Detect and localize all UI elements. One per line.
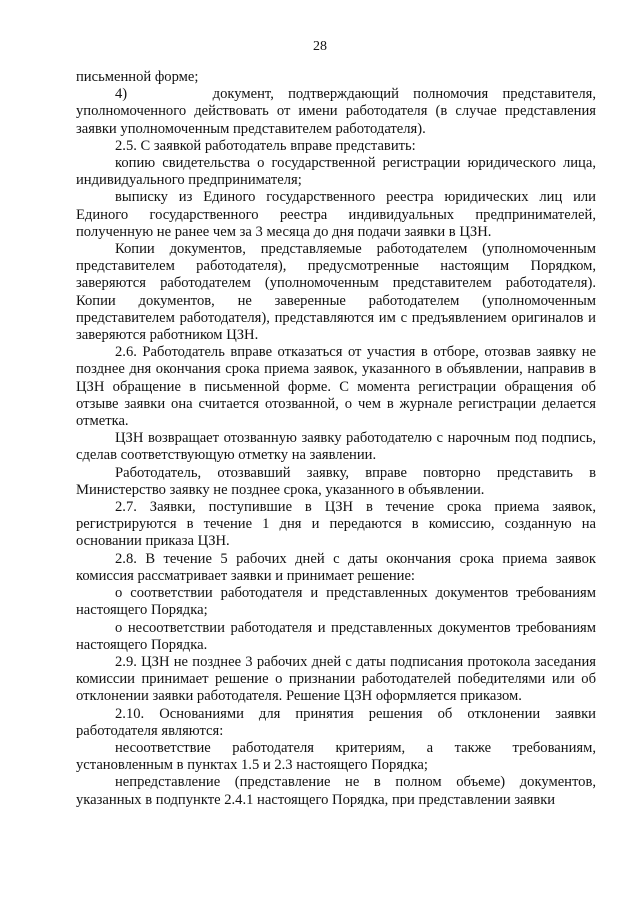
paragraph-4: выписку из Единого государственного реестра юридических лиц или Единого государственного реестра индивидуальных предпринимателей, полученную не ранее чем за 3 месяца до дня подачи заявки в ЦЗН. (76, 189, 596, 240)
paragraph-2: 2.5. С заявкой работодатель вправе представить: (115, 137, 416, 154)
page-number: 28 (313, 39, 327, 54)
paragraph-8: Работодатель, отозвавший заявку, вправе повторно представить в Министерство заявку не позднее срока, указанного в объявлении. (76, 464, 596, 498)
paragraph-15: несоответствие работодателя критериям, а также требованиям, установленным в пунктах 1.5 и 2.3 настоящего Порядка; (76, 739, 596, 774)
paragraph-11: о соответствии работодателя и представленных документов требованиям настоящего Порядка; (76, 585, 596, 619)
paragraph-14: 2.10. Основаниями для принятия решения об отклонении заявки работодателя являются: (76, 705, 596, 739)
document-body (76, 69, 596, 809)
paragraph-9: 2.7. Заявки, поступившие в ЦЗН в течение срока приема заявок, регистрируются в течение 1 дня и передаются в комиссию, созданную на основании приказа ЦЗН. (76, 499, 596, 550)
paragraph-3: копию свидетельства о государственной регистрации юридического лица, индивидуального предпринимателя; (76, 155, 596, 189)
paragraph-1: 4) документ, подтверждающий полномочия представителя, уполномоченного действовать от имени работодателя (в случае представления заявки уполномоченным представителем работодателя). (76, 86, 596, 137)
paragraph-13: 2.9. ЦЗН не позднее 3 рабочих дней с даты подписания протокола заседания комиссии принимает решение о признании работодателей победителями или об отклонении заявки работодателя. Решение ЦЗН оформляется приказом. (76, 653, 596, 705)
paragraph-12: о несоответствии работодателя и представленных документов требованиям настоящего Порядка. (76, 619, 596, 653)
paragraph-10: 2.8. В течение 5 рабочих дней с даты окончания срока приема заявок комиссия рассматривает заявки и принимает решение: (76, 550, 596, 584)
paragraph-16: непредставление (представление не в полном объеме) документов, указанных в подпункте 2.4.1 настоящего Порядка, при представлении заявки (76, 774, 596, 808)
paragraph-7: ЦЗН возвращает отозванную заявку работодателю с нарочным под подпись, сделав соответствующую отметку на заявлении. (76, 430, 596, 464)
paragraph-6: 2.6. Работодатель вправе отказаться от участия в отборе, отозвав заявку не позднее дня окончания срока приема заявок, указанного в объявлении, направив в ЦЗН обращение в письменной форме. С момента регистрации обращения об отзыве заявки она считается отозванной, о чем в журнале регистрации делается отметка. (76, 344, 596, 430)
paragraph-5: Копии документов, представляемые работодателем (уполномоченным представителем работодателя), предусмотренные настоящим Порядком, заверяются работодателем (уполномоченным представителем работодателя). Копии документов, не заверенные работодателем (уполномоченным представителем работодателя), представляются им с предъявлением оригиналов и заверяются работником ЦЗН. (76, 241, 596, 344)
paragraph-0: письменной форме; (76, 69, 199, 85)
